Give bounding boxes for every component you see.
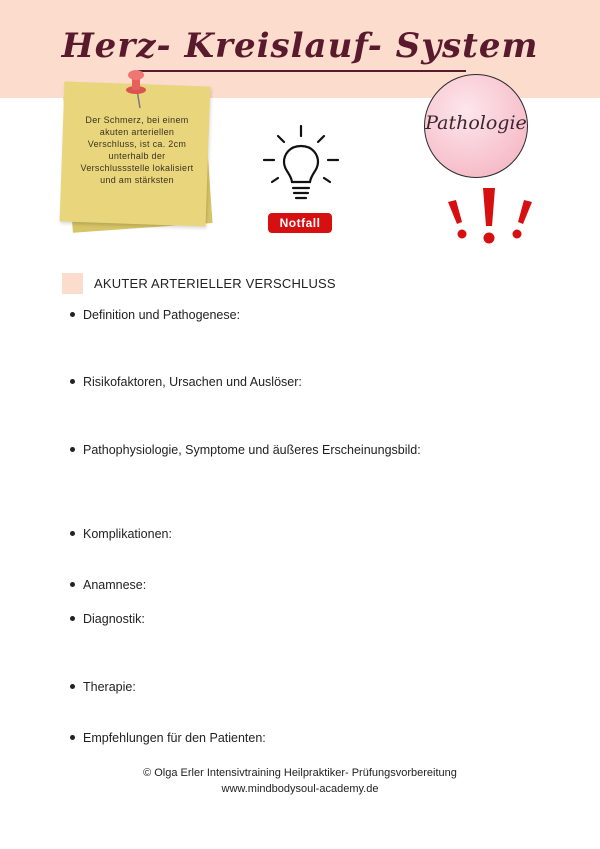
list-item-label: Definition und Pathogenese: xyxy=(83,308,241,322)
list-item-label: Empfehlungen für den Patienten: xyxy=(83,731,266,745)
notfall-badge: Notfall xyxy=(268,213,332,233)
section-marker xyxy=(62,273,83,294)
list-item-label: Risikofaktoren, Ursachen und Auslöser: xyxy=(83,375,302,389)
bullet xyxy=(70,531,75,536)
list-item xyxy=(70,308,240,322)
list-item xyxy=(70,443,421,457)
bullet xyxy=(70,684,75,689)
bullet xyxy=(70,735,75,740)
bullet xyxy=(70,447,75,452)
bullet xyxy=(70,379,75,384)
bullet xyxy=(70,312,75,317)
bullet xyxy=(70,582,75,587)
list-item xyxy=(70,375,302,389)
list-item-label: Diagnostik: xyxy=(83,612,145,626)
sticky-note-text: Der Schmerz, bei einem akuten arteriellen Verschluss, ist ca. 2cm unterhalb der Verschlussstelle lokalisiert und am stärksten xyxy=(80,115,194,185)
exclamation-marks-icon xyxy=(444,186,536,246)
bullet xyxy=(70,616,75,621)
list-item xyxy=(70,527,172,541)
list-item xyxy=(70,578,146,592)
list-item-label: Anamnese: xyxy=(83,578,147,592)
list-item xyxy=(70,731,266,745)
list-item xyxy=(70,612,145,626)
pushpin-icon xyxy=(124,68,148,110)
page-title: Herz- Kreislauf- System xyxy=(61,26,539,66)
title-underline xyxy=(138,70,466,72)
section-heading: AKUTER ARTERIELLER VERSCHLUSS xyxy=(94,276,336,291)
list-item xyxy=(70,680,136,694)
list-item-label: Pathophysiologie, Symptome und äußeres Erscheinungsbild: xyxy=(83,443,421,457)
lightbulb-icon xyxy=(258,124,344,208)
footer-website: www.mindbodysoul-academy.de xyxy=(221,783,379,795)
sticky-note xyxy=(62,82,212,230)
pathologie-label: Pathologie xyxy=(425,112,527,134)
list-item-label: Therapie: xyxy=(83,680,136,694)
list-item-label: Komplikationen: xyxy=(83,527,172,541)
footer-copyright: © Olga Erler Intensivtraining Heilpraktiker- Prüfungsvorbereitung xyxy=(143,767,457,779)
